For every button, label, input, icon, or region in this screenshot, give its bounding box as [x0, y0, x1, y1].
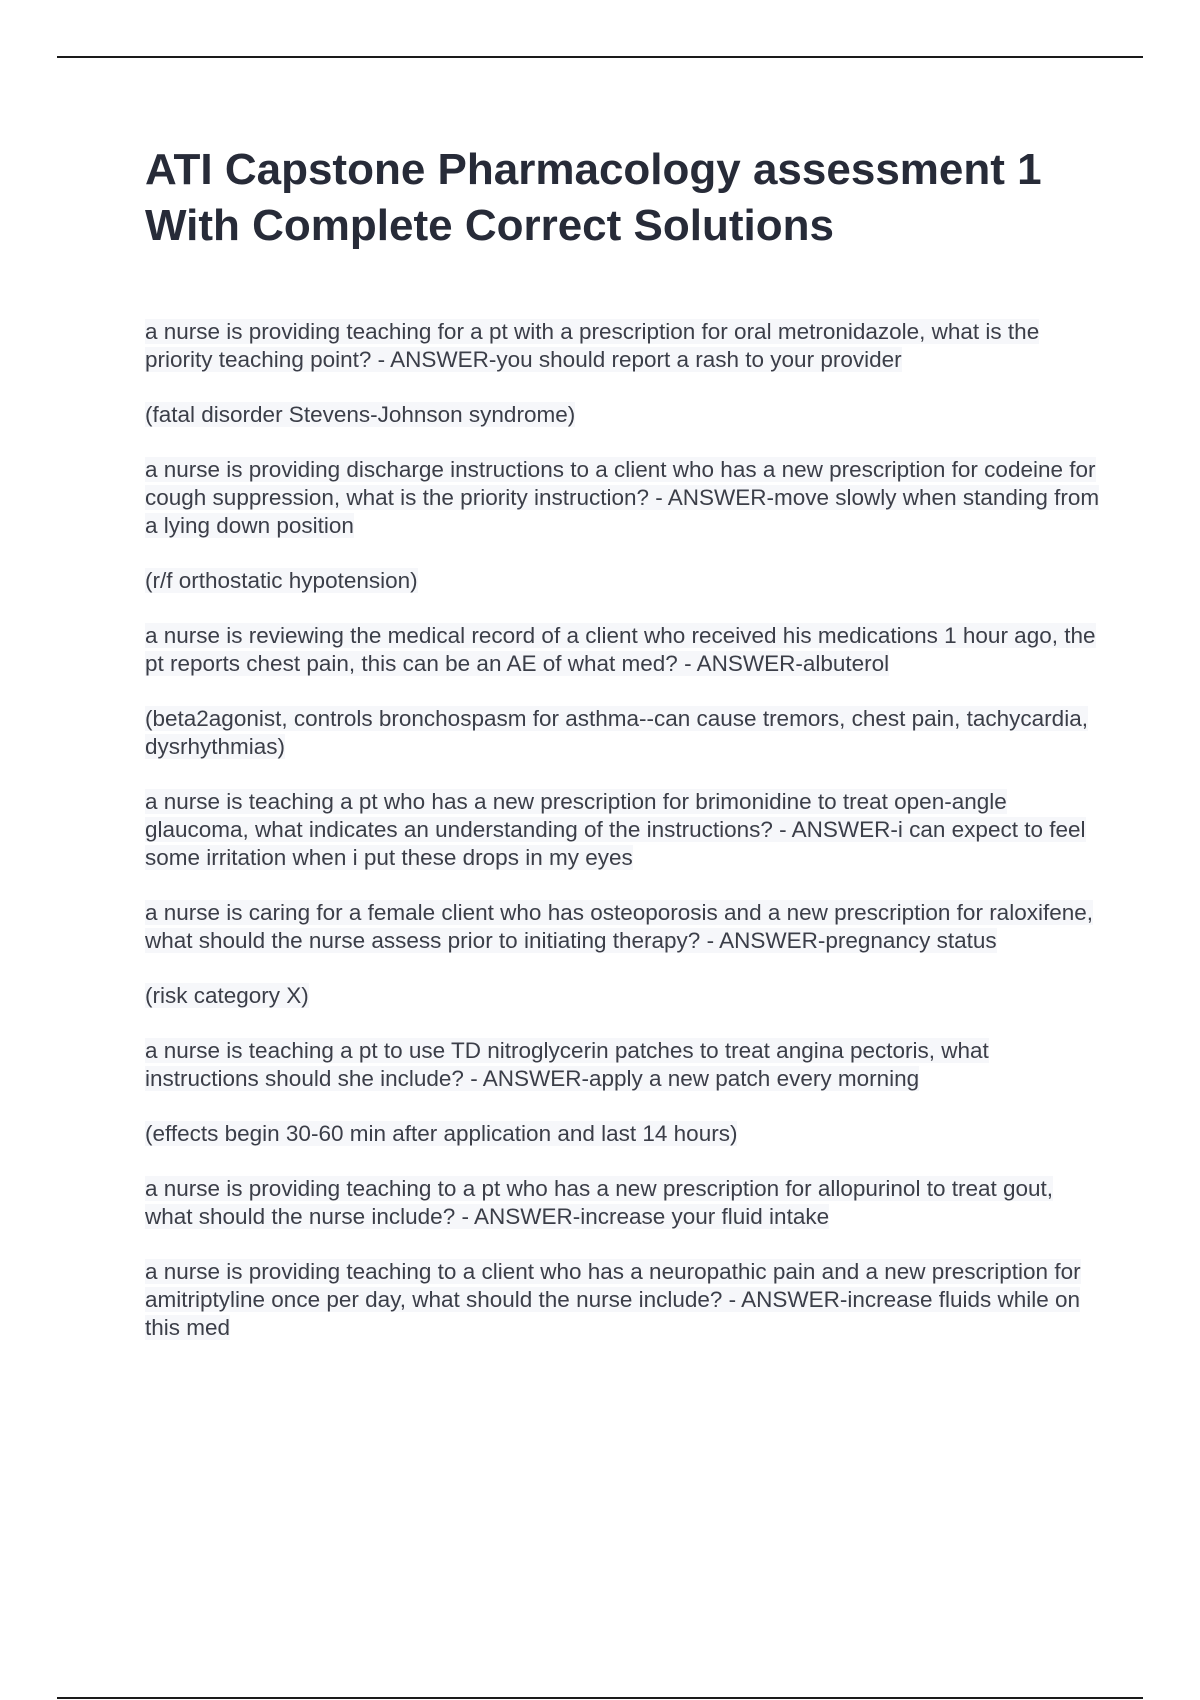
paragraph-text: a nurse is teaching a pt to use TD nitroglycerin patches to treat angina pectoris, what instructions should she include? - ANSWER-apply a new patch every morning [145, 1038, 989, 1091]
qa-note-2 [145, 567, 1100, 595]
qa-note-3 [145, 705, 1100, 761]
paragraph-text: (beta2agonist, controls bronchospasm for asthma--can cause tremors, chest pain, tachycardia, dysrhythmias) [145, 706, 1088, 759]
footer-rule [57, 1697, 1143, 1699]
paragraph-text: (effects begin 30-60 min after application and last 14 hours) [145, 1121, 738, 1146]
document-body [145, 142, 1100, 1369]
qa-note-6 [145, 1120, 1100, 1148]
qa-paragraph-1 [145, 318, 1100, 374]
paragraph-text: a nurse is reviewing the medical record of a client who received his medications 1 hour ago, the pt reports chest pain, this can be an AE of what med? - ANSWER-albuterol [145, 623, 1096, 676]
paragraph-text: (r/f orthostatic hypotension) [145, 568, 418, 593]
qa-list [145, 318, 1100, 1342]
qa-paragraph-2 [145, 456, 1100, 540]
paragraph-text: a nurse is providing teaching to a pt who has a new prescription for allopurinol to treat gout, what should the nurse include? - ANSWER-increase your fluid intake [145, 1176, 1054, 1229]
paragraph-text: (fatal disorder Stevens-Johnson syndrome) [145, 402, 576, 427]
qa-paragraph-3 [145, 622, 1100, 678]
header-rule [57, 56, 1143, 58]
paragraph-text: a nurse is caring for a female client who has osteoporosis and a new prescription for raloxifene, what should the nurse assess prior to initiating therapy? - ANSWER-pregnancy status [145, 900, 1093, 953]
qa-paragraph-8 [145, 1258, 1100, 1342]
qa-paragraph-5 [145, 899, 1100, 955]
paragraph-text: a nurse is providing teaching for a pt with a prescription for oral metronidazole, what is the priority teaching point? - ANSWER-you should report a rash to your provider [145, 319, 1040, 372]
qa-note-1 [145, 401, 1100, 429]
qa-paragraph-4 [145, 788, 1100, 872]
qa-paragraph-7 [145, 1175, 1100, 1231]
paragraph-text: (risk category X) [145, 983, 309, 1008]
paragraph-text: a nurse is providing discharge instructions to a client who has a new prescription for codeine for cough suppression, what is the priority instruction? - ANSWER-move slowly when standing from a lying down position [145, 457, 1100, 538]
paragraph-text: a nurse is providing teaching to a client who has a neuropathic pain and a new prescription for amitriptyline once per day, what should the nurse include? - ANSWER-increase fluids while on this med [145, 1259, 1081, 1340]
document-title: ATI Capstone Pharmacology assessment 1 With Complete Correct Solutions [145, 145, 1042, 250]
paragraph-text: a nurse is teaching a pt who has a new prescription for brimonidine to treat open-angle glaucoma, what indicates an understanding of the instructions? - ANSWER-i can expect to feel some irritation when i put these drops in my eyes [145, 789, 1086, 870]
qa-paragraph-6 [145, 1037, 1100, 1093]
qa-note-5 [145, 982, 1100, 1010]
